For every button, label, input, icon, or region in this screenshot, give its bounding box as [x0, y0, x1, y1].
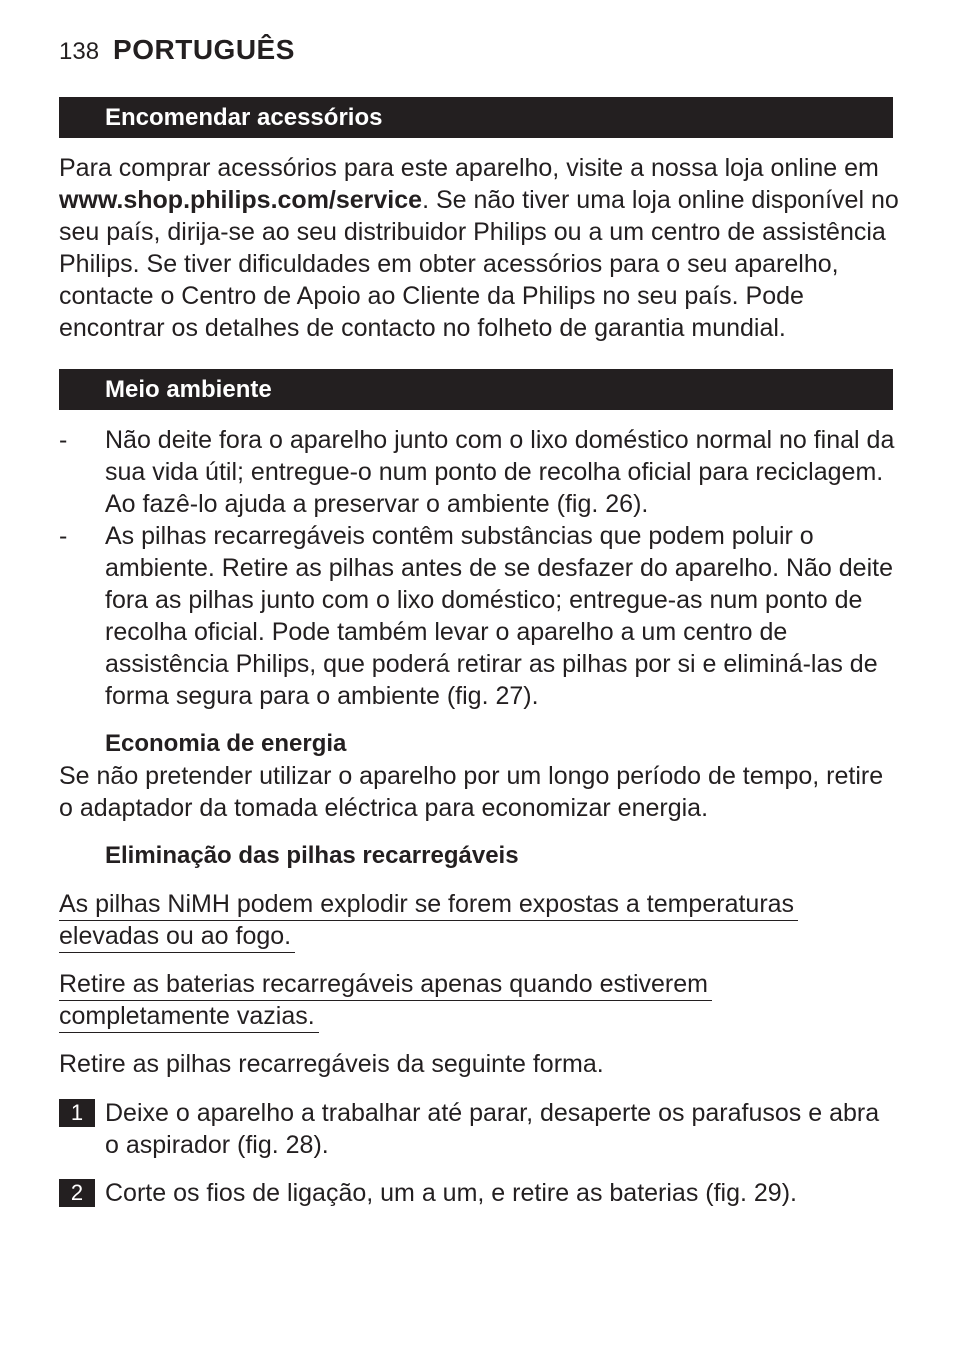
accessories-text-start: Para comprar acessórios para este aparelho, visite a nossa loja online em	[59, 154, 879, 182]
page-language-title: PORTUGUÊS	[113, 34, 295, 65]
warning-line: Retire as baterias recarregáveis apenas quando estiverem	[59, 969, 712, 1001]
bullet-dash: -	[59, 522, 68, 550]
energy-paragraph: Se não pretender utilizar o aparelho por um longo período de tempo, retire o adaptador da tomada eléctrica para economizar energia.	[59, 762, 884, 822]
battery-removal-intro: Retire as pilhas recarregáveis da seguinte forma.	[59, 1050, 604, 1078]
step-1	[59, 1097, 899, 1161]
bullet-text: Não deite fora o aparelho junto com o lixo doméstico normal no final da sua vida útil; entregue-o num ponto de recolha oficial para reciclagem. Ao fazê-lo ajuda a preservar o ambiente (fig. 26).	[105, 426, 895, 518]
warning-line: elevadas ou ao fogo.	[59, 921, 295, 953]
accessories-text-end: . Se não tiver uma loja online disponível no seu país, dirija-se ao seu distribuidor Philips ou a um centro de assistência Philips. Se tiver dificuldades em obter acessórios para o seu aparelho, contacte o Centro de Apoio ao Cliente da Philips no seu país. Pode encontrar os detalhes de contacto no folheto de garantia mundial.	[59, 186, 899, 342]
warning-empty-batteries	[59, 969, 712, 1033]
step-text: Deixe o aparelho a trabalhar até parar, desaperte os parafusos e abra o aspirador (fig. 28).	[105, 1099, 880, 1159]
step-2	[59, 1177, 899, 1209]
shop-link: www.shop.philips.com/service	[59, 186, 423, 214]
step-number-badge: 1	[59, 1099, 95, 1127]
warning-explosion	[59, 889, 798, 953]
list-item	[59, 520, 904, 712]
step-text: Corte os fios de ligação, um a um, e retire as baterias (fig. 29).	[105, 1179, 797, 1207]
subheading-battery-removal: Eliminação das pilhas recarregáveis	[105, 842, 519, 869]
environment-bullet-list	[59, 424, 904, 712]
list-item	[59, 424, 904, 520]
subheading-energy: Economia de energia	[105, 730, 347, 757]
bullet-dash: -	[59, 426, 68, 454]
warning-line: As pilhas NiMH podem explodir se forem expostas a temperaturas	[59, 889, 798, 921]
warning-line: completamente vazias.	[59, 1001, 319, 1033]
step-number-badge: 2	[59, 1179, 95, 1207]
section-heading-environment: Meio ambiente	[59, 369, 893, 410]
page-number: 138	[59, 38, 100, 65]
bullet-text: As pilhas recarregáveis contêm substâncias que podem poluir o ambiente. Retire as pilhas antes de se desfazer do aparelho. Não deite fora as pilhas junto com o lixo doméstico; entregue-as num ponto de recolha oficial. Pode também levar o aparelho a um centro de assistência Philips, que poderá retirar as pilhas por si e eliminá-las de forma segura para o ambiente (fig. 27).	[105, 522, 893, 710]
section-heading-accessories: Encomendar acessórios	[59, 97, 893, 138]
page-header	[59, 34, 295, 74]
accessories-paragraph	[59, 152, 899, 344]
